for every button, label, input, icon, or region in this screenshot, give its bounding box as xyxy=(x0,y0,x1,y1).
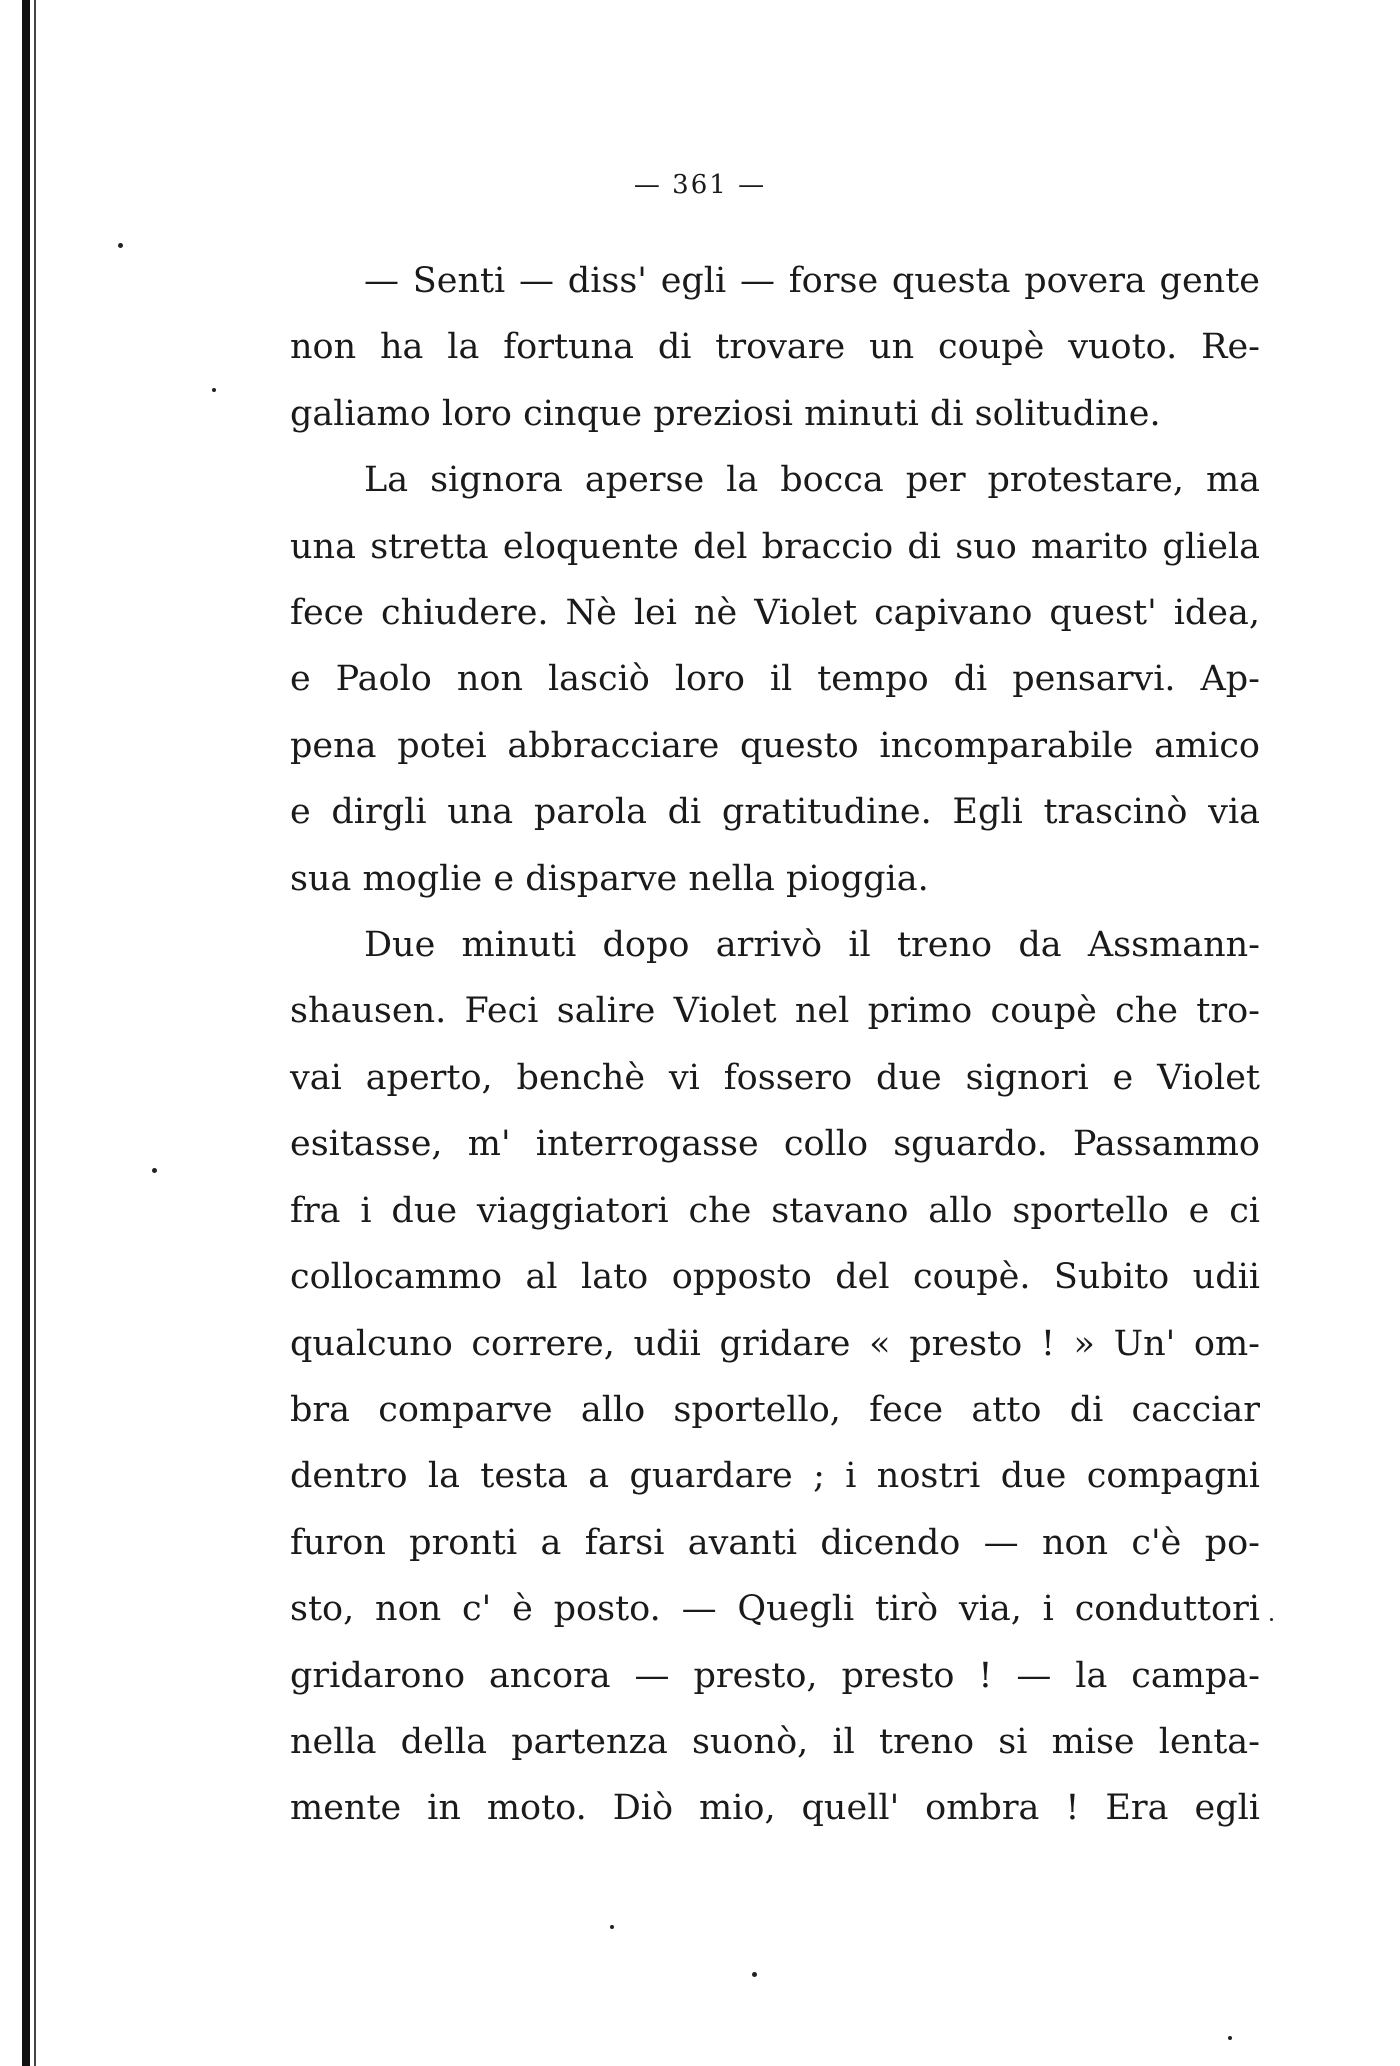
text-line: furon pronti a farsi avanti dicendo — non c'è po- xyxy=(290,1522,1260,1563)
scan-speck xyxy=(212,388,216,392)
scan-speck xyxy=(752,1972,757,1977)
text-line: nella della partenza suonò, il treno si mise lenta- xyxy=(290,1721,1260,1762)
text-line: La signora aperse la bocca per protestare, ma xyxy=(364,460,1260,501)
text-line: — Senti — diss' egli — forse questa povera gente xyxy=(364,261,1260,301)
scan-speck xyxy=(152,1168,157,1173)
text-line: vai aperto, benchè vi fossero due signori e Violet xyxy=(290,1057,1260,1098)
body-text xyxy=(290,248,1260,1842)
paragraph xyxy=(290,248,1260,447)
page-binding-edge xyxy=(22,0,30,2066)
paragraph xyxy=(290,912,1260,1842)
paragraph xyxy=(290,447,1260,912)
text-line: e Paolo non lasciò loro il tempo di pensarvi. Ap- xyxy=(290,659,1260,700)
text-line: e dirgli una parola di gratitudine. Egli trascinò via xyxy=(290,792,1260,833)
text-line: galiamo loro cinque preziosi minuti di solitudine. xyxy=(290,393,1161,434)
text-line: dentro la testa a guardare ; i nostri due compagni xyxy=(290,1456,1260,1497)
text-line: sto, non c' è posto. — Quegli tirò via, i conduttori xyxy=(290,1589,1260,1630)
text-line: esitasse, m' interrogasse collo sguardo. Passammo xyxy=(290,1124,1260,1165)
page-binding-edge-shadow xyxy=(34,0,36,2066)
text-line: qualcuno correre, udii gridare « presto ! » Un' om- xyxy=(290,1323,1260,1364)
text-line: gridarono ancora — presto, presto ! — la campa- xyxy=(290,1655,1260,1696)
text-line: Due minuti dopo arrivò il treno da Assmann- xyxy=(364,925,1260,966)
page-number: — 361 — xyxy=(633,170,767,200)
scan-speck xyxy=(1228,2036,1232,2040)
text-line: fece chiudere. Nè lei nè Violet capivano quest' idea, xyxy=(290,593,1260,634)
text-line: shausen. Feci salire Violet nel primo coupè che tro- xyxy=(290,991,1260,1032)
text-line: non ha la fortuna di trovare un coupè vuoto. Re- xyxy=(290,327,1260,368)
text-line: pena potei abbracciare questo incomparabile amico xyxy=(290,725,1260,766)
text-line: una stretta eloquente del braccio di suo marito gliela xyxy=(290,526,1260,567)
scan-speck xyxy=(1270,1618,1273,1621)
text-line: collocammo al lato opposto del coupè. Subito udii xyxy=(290,1257,1260,1298)
text-line: bra comparve allo sportello, fece atto di cacciar xyxy=(290,1389,1260,1430)
text-line: mente in moto. Diò mio, quell' ombra ! Era egli xyxy=(290,1788,1260,1829)
text-line: sua moglie e disparve nella pioggia. xyxy=(290,858,929,899)
scan-speck xyxy=(610,1925,614,1929)
text-line: fra i due viaggiatori che stavano allo sportello e ci xyxy=(290,1190,1260,1231)
scan-speck xyxy=(118,243,123,248)
